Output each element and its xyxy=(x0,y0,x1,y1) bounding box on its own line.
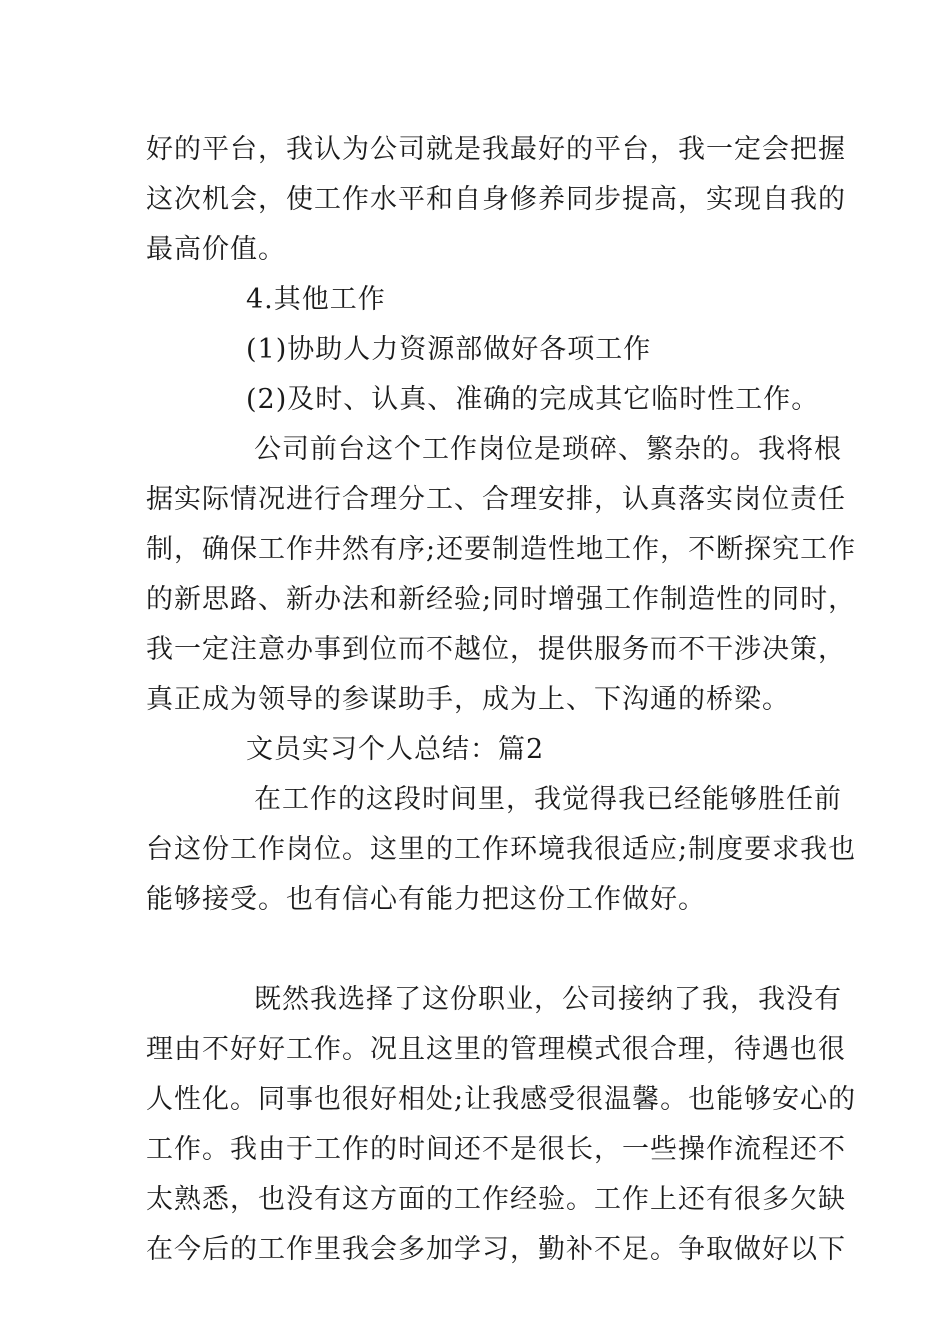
text-line: 工作。我由于工作的时间还不是很长，一些操作流程还不 xyxy=(146,1134,846,1165)
blank-line xyxy=(146,925,808,975)
text-line: 在工作的这段时间里，我觉得我已经能够胜任前 xyxy=(254,784,842,815)
list-item: (2)及时、认真、准确的完成其它临时性工作。 xyxy=(246,384,820,415)
text-line: 人性化。同事也很好相处;让我感受很温馨。也能够安心的 xyxy=(146,1084,857,1115)
text-line: 我一定注意办事到位而不越位，提供服务而不干涉决策， xyxy=(146,634,846,665)
text-line: 据实际情况进行合理分工、合理安排，认真落实岗位责任 xyxy=(146,484,846,515)
section-title: 文员实习个人总结：篇2 xyxy=(246,734,545,765)
text-line: 太熟悉，也没有这方面的工作经验。工作上还有很多欠缺 xyxy=(146,1184,846,1215)
text-line: 真正成为领导的参谋助手，成为上、下沟通的桥梁。 xyxy=(146,684,790,715)
text-line: 好的平台，我认为公司就是我最好的平台，我一定会把握 xyxy=(146,134,846,165)
text-line: 这次机会，使工作水平和自身修养同步提高，实现自我的 xyxy=(146,184,846,215)
text-line: 既然我选择了这份职业，公司接纳了我，我没有 xyxy=(254,984,842,1015)
text-line: 台这份工作岗位。这里的工作环境我很适应;制度要求我也 xyxy=(146,834,857,865)
text-line: 能够接受。也有信心有能力把这份工作做好。 xyxy=(146,884,706,915)
text-line: 理由不好好工作。况且这里的管理模式很合理，待遇也很 xyxy=(146,1034,846,1065)
section-heading: 4.其他工作 xyxy=(246,284,386,315)
text-line: 在今后的工作里我会多加学习，勤补不足。争取做好以下 xyxy=(146,1234,846,1265)
text-line: 制，确保工作井然有序;还要制造性地工作，不断探究工作 xyxy=(146,534,857,565)
list-item: (1)协助人力资源部做好各项工作 xyxy=(246,334,652,365)
text-line: 的新思路、新办法和新经验;同时增强工作制造性的同时， xyxy=(146,584,857,615)
text-line: 最高价值。 xyxy=(146,234,286,265)
document-body xyxy=(146,125,857,1275)
text-line: 公司前台这个工作岗位是琐碎、繁杂的。我将根 xyxy=(254,434,842,465)
